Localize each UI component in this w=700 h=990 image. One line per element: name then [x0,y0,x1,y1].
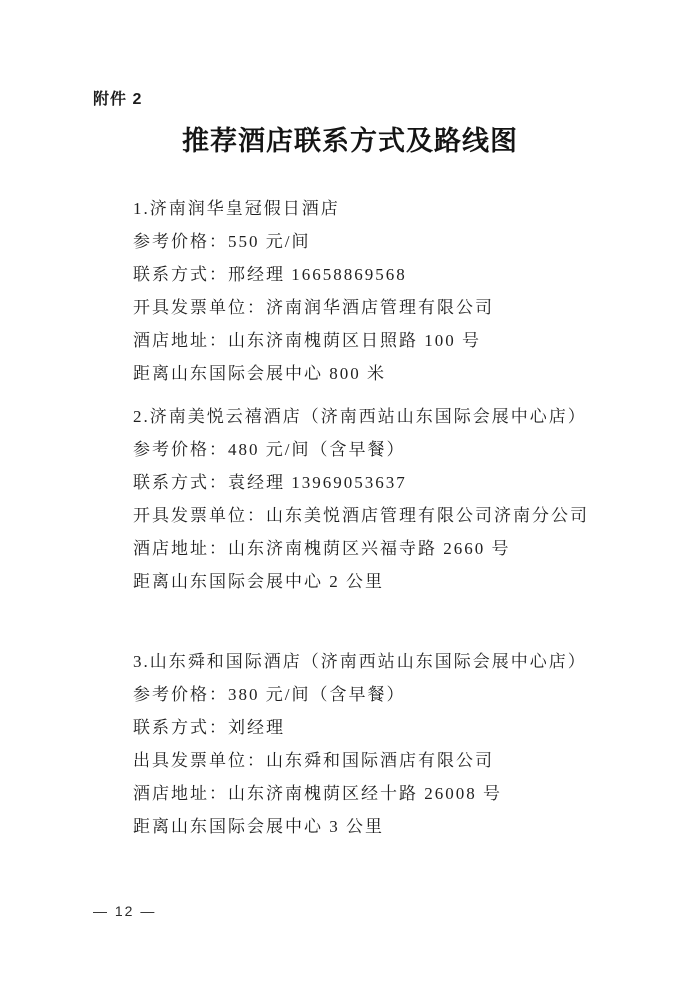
hotel-price-line: 参考价格：550 元/间 [133,232,311,251]
page-number: — 12 — [93,903,157,919]
hotel-name: 2.济南美悦云禧酒店（济南西站山东国际会展中心店） [133,407,587,426]
hotel-address-line: 酒店地址：山东济南槐荫区兴福寺路 2660 号 [133,539,511,558]
hotel-contact-line: 联系方式：袁经理 13969053637 [133,473,407,492]
hotel-block-1 [133,192,680,390]
hotel-name: 1.济南润华皇冠假日酒店 [133,199,340,218]
hotel-invoice-line: 开具发票单位：山东美悦酒店管理有限公司济南分公司 [133,506,589,525]
hotel-invoice-line: 开具发票单位：济南润华酒店管理有限公司 [133,298,494,317]
hotel-address-line: 酒店地址：山东济南槐荫区经十路 26008 号 [133,784,502,803]
hotel-price-line: 参考价格：480 元/间（含早餐） [133,440,406,459]
hotel-name: 3.山东舜和国际酒店（济南西站山东国际会展中心店） [133,652,587,671]
hotel-invoice-line: 出具发票单位：山东舜和国际酒店有限公司 [133,751,494,770]
hotel-distance-line: 距离山东国际会展中心 800 米 [133,364,386,383]
hotel-address-line: 酒店地址：山东济南槐荫区日照路 100 号 [133,331,481,350]
hotel-price-line: 参考价格：380 元/间（含早餐） [133,685,406,704]
hotel-contact-line: 联系方式：邢经理 16658869568 [133,265,407,284]
document-body [133,192,680,843]
hotel-block-3 [133,645,680,843]
hotel-distance-line: 距离山东国际会展中心 3 公里 [133,817,384,836]
hotel-distance-line: 距离山东国际会展中心 2 公里 [133,572,384,591]
attachment-label: 附件 2 [93,91,143,108]
page-title: 推荐酒店联系方式及路线图 [182,126,518,156]
hotel-contact-line: 联系方式：刘经理 [133,718,285,737]
hotel-block-2 [133,400,680,598]
